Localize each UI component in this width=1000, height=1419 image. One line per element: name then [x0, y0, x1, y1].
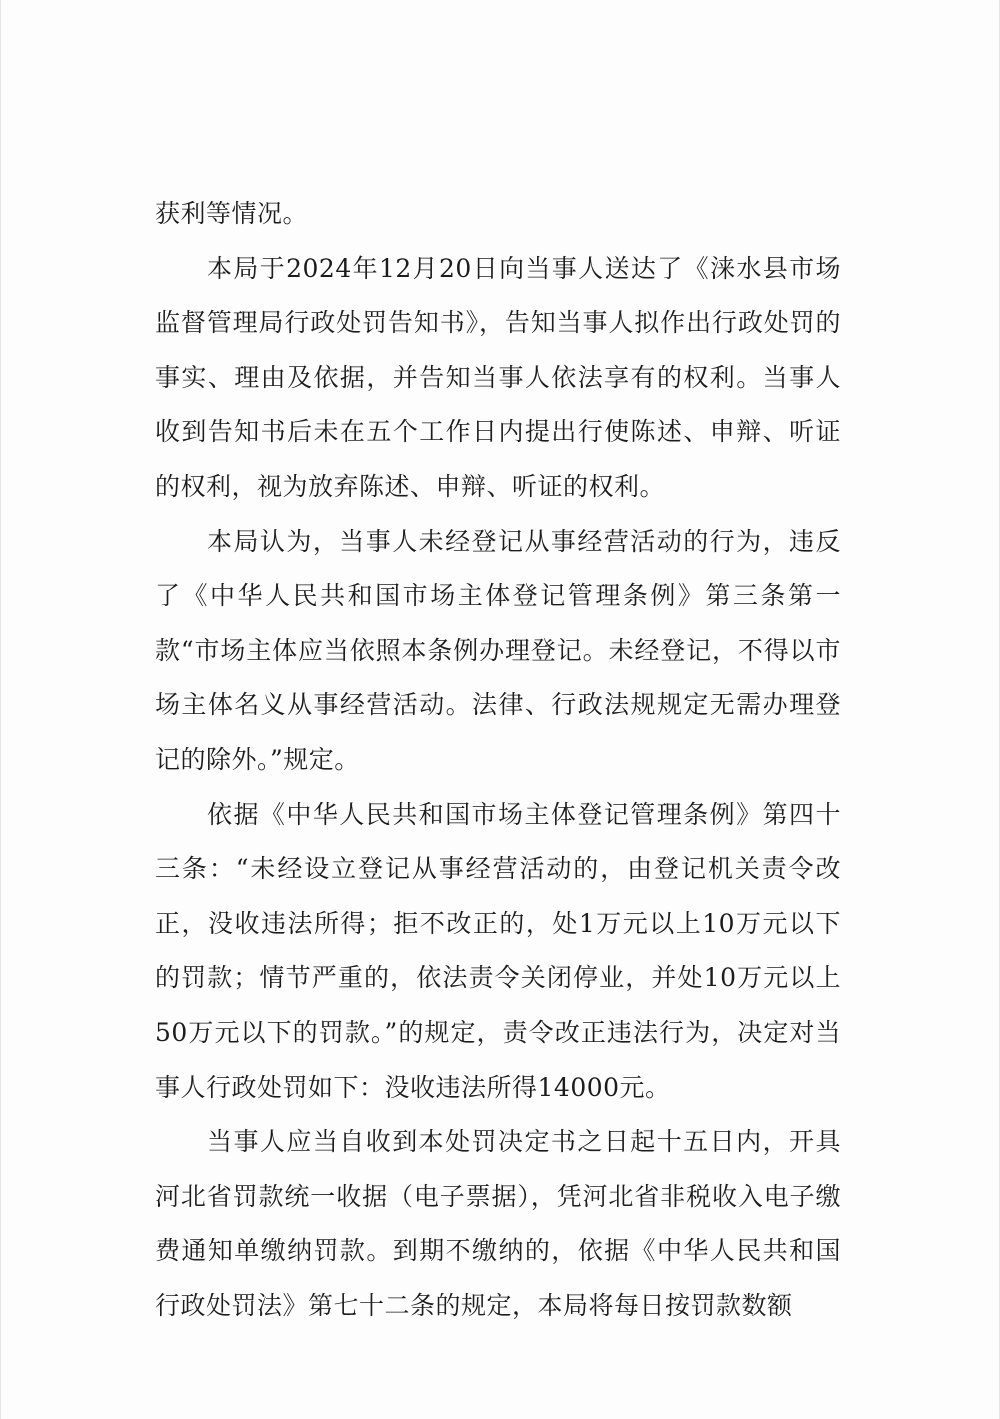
- paragraph-payment-instructions: 当事人应当自收到本处罚决定书之日起十五日内，开具河北省罚款统一收据（电子票据），凭河北省非税收入电子缴费通知单缴纳罚款。到期不缴纳的，依据《中华人民共和国行政处罚法》第七十二条的规定，本局将每日按罚款数额: [155, 1127, 841, 1320]
- paragraph-penalty-decision: 依据《中华人民共和国市场主体登记管理条例》第四十三条：“未经设立登记从事经营活动的，由登记机关责令改正，没收违法所得；拒不改正的，处1万元以上10万元以下的罚款；情节严重的，依法责令关闭停业，并处10万元以上50万元以下的罚款。”的规定，责令改正违法行为，决定对当事人行政处罚如下：没收违法所得14000元。: [155, 799, 841, 1102]
- document-body: [155, 187, 841, 1333]
- paragraph-violation-finding: 本局认为，当事人未经登记从事经营活动的行为，违反了《中华人民共和国市场主体登记管理条例》第三条第一款“市场主体应当依照本条例办理登记。未经登记，不得以市场主体名义从事经营活动。法律、行政法规规定无需办理登记的除外。”规定。: [155, 526, 841, 774]
- paragraph-continuation: 获利等情况。: [155, 199, 309, 228]
- paragraph-notice-served: 本局于2024年12月20日向当事人送达了《涞水县市场监督管理局行政处罚告知书》，告知当事人拟作出行政处罚的事实、理由及依据，并告知当事人依法享有的权利。当事人收到告知书后未在五个工作日内提出行使陈述、申辩、听证的权利，视为放弃陈述、申辩、听证的权利。: [155, 253, 841, 501]
